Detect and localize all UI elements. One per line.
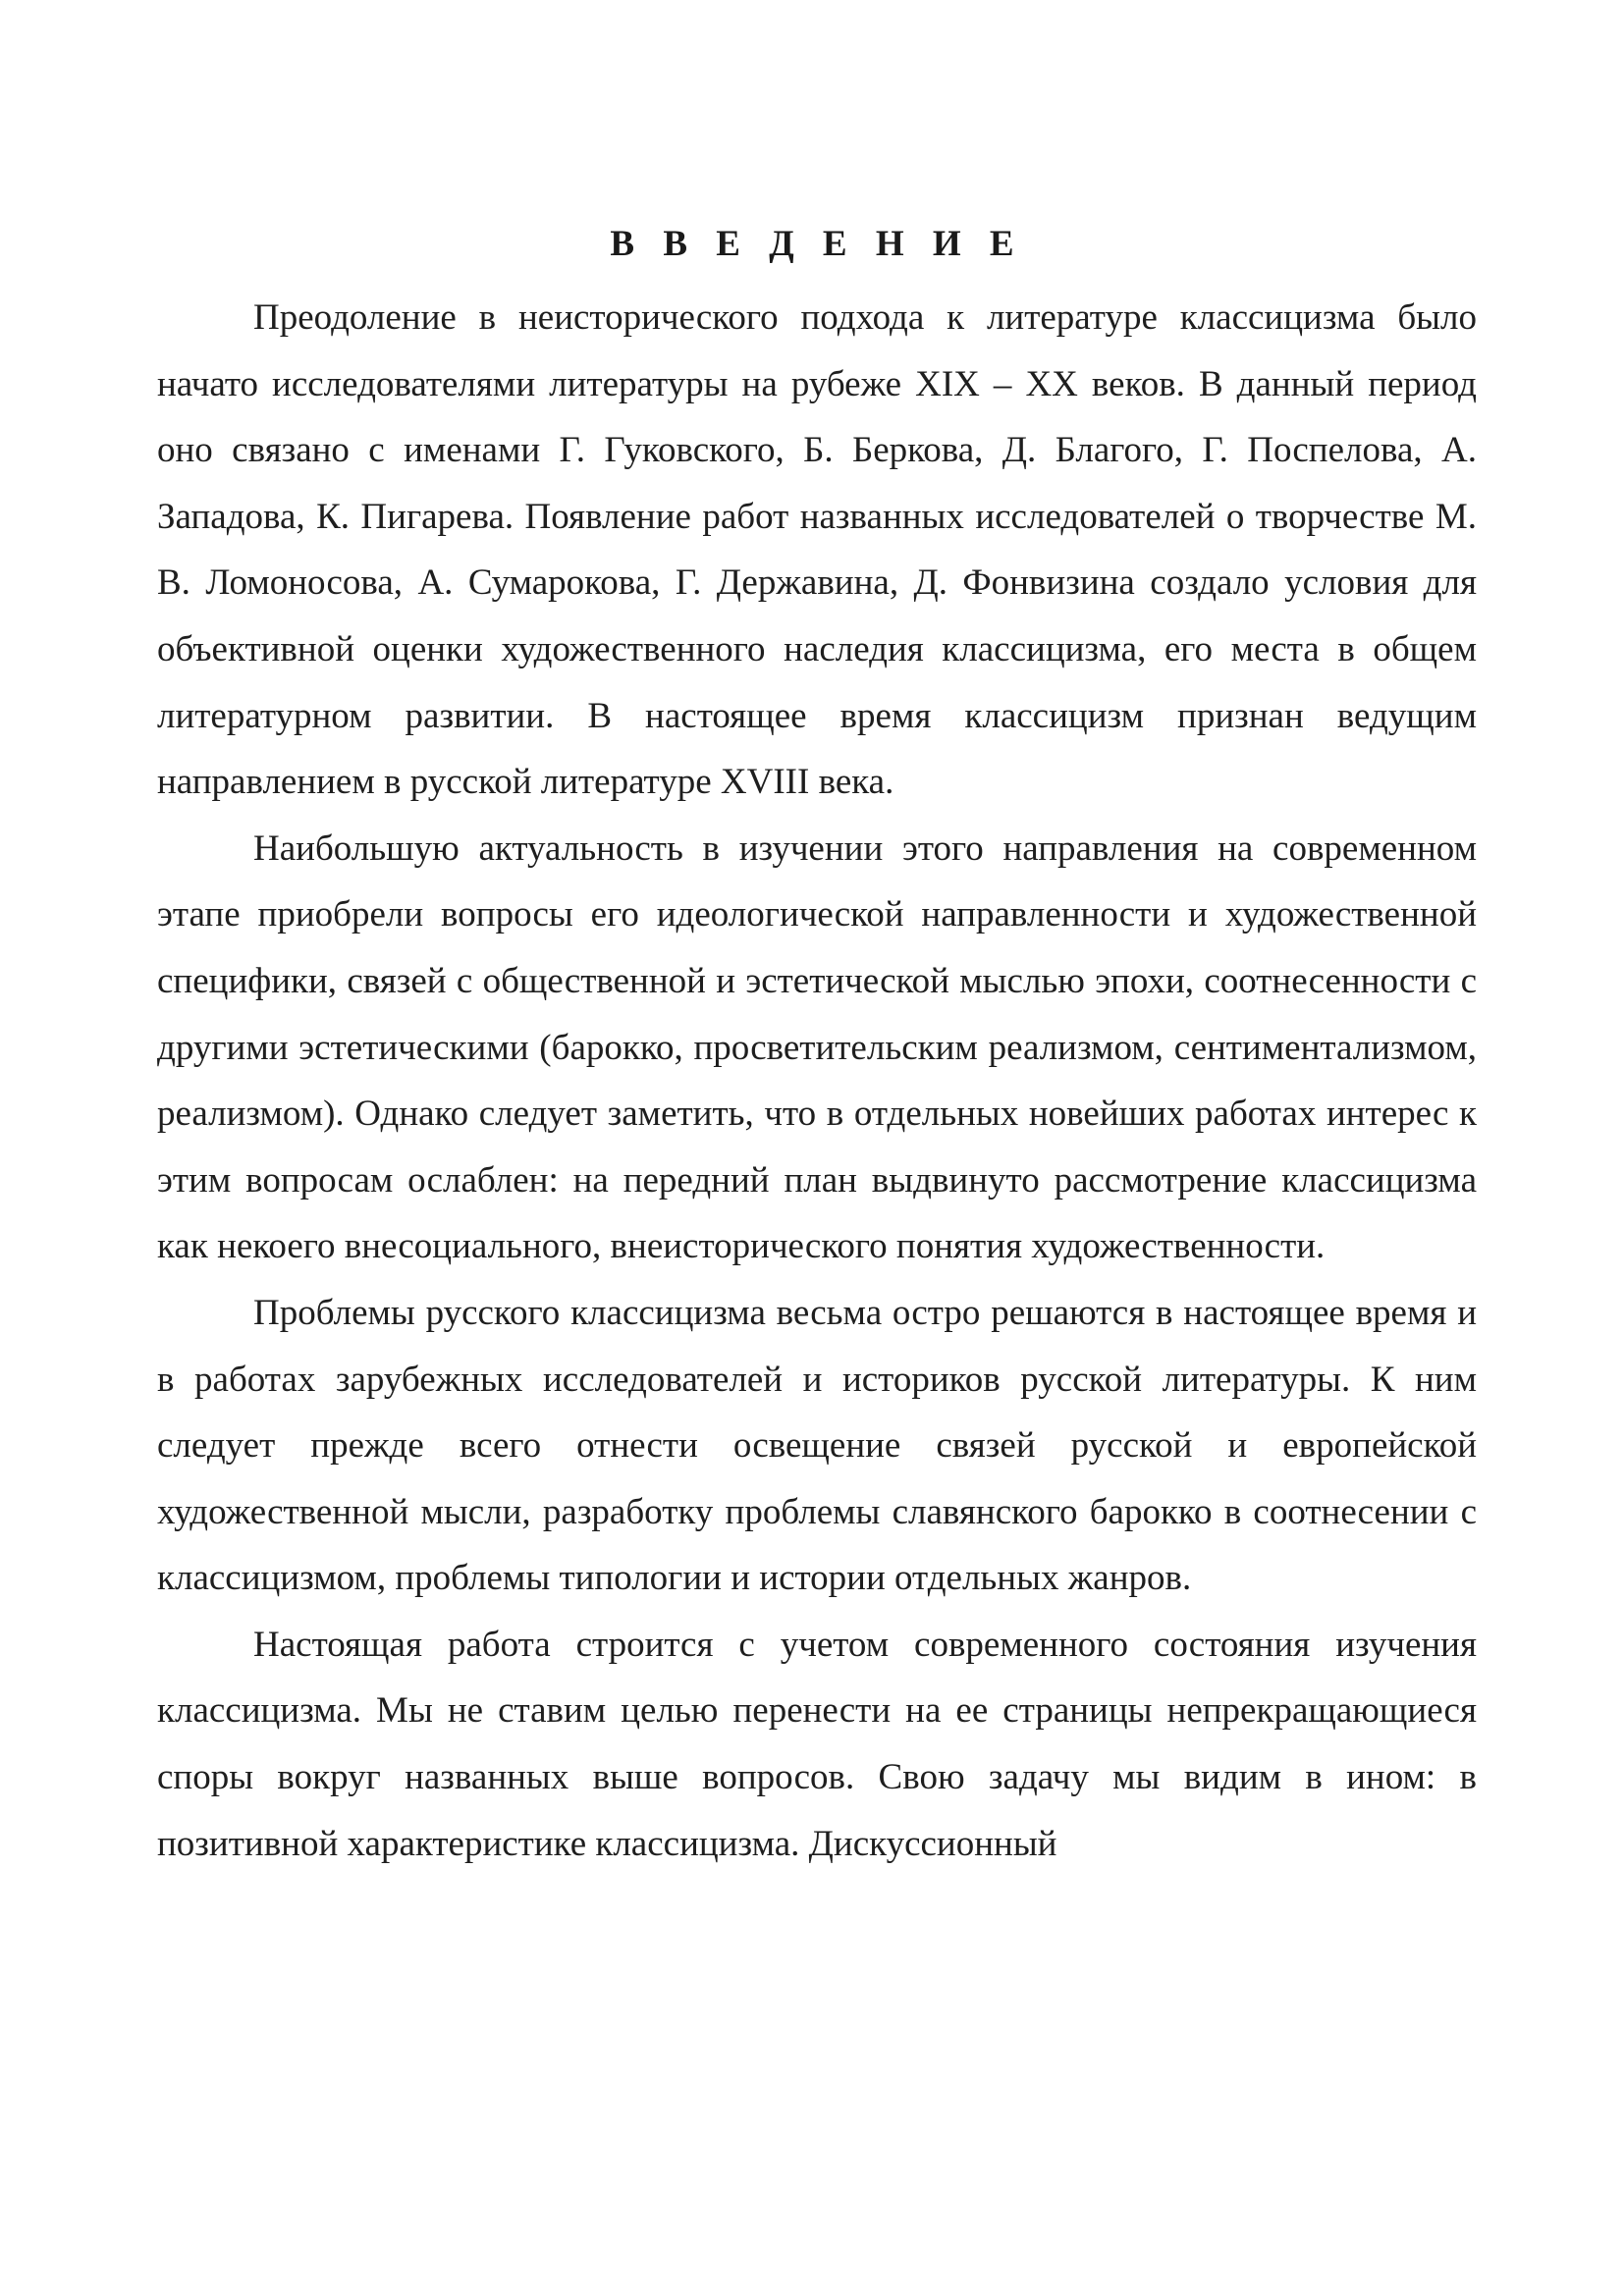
- paragraph: Наибольшую актуальность в изучении этого направления на современном этапе приобрели вопросы его идеологической направленности и художественной специфики, связей с общественной и эстетической мыслью эпохи, соотнесенности с другими эстетическими (барокко, просветительским реализмом, сентиментализмом, реализмом). Однако следует заметить, что в отдельных новейших работах интерес к этим вопросам ослаблен: на передний план выдвинуто рассмотрение классицизма как некоего внесоциального, внеисторического понятия художественности.: [157, 828, 1477, 1267]
- paragraph: Проблемы русского классицизма весьма остро решаются в настоящее время и в работах зарубежных исследователей и историков русской литературы. К ним следует прежде всего отнести освещение связей русской и европейской художественной мысли, разработку проблемы славянского барокко в соотнесении с классицизмом, проблемы типологии и истории отдельных жанров.: [157, 1292, 1477, 1599]
- paragraph: Преодоление в неисторического подхода к литературе классицизма было начато исследователями литературы на рубеже XIX – XX веков. В данный период оно связано с именами Г. Гуковского, Б. Беркова, Д. Благого, Г. Поспелова, А. Западова, К. Пигарева. Появление работ названных исследователей о творчестве М. В. Ломоносова, А. Сумарокова, Г. Державина, Д. Фонвизина создало условия для объективной оценки художественного наследия классицизма, его места в общем литературном развитии. В настоящее время классицизм признан ведущим направлением в русской литературе XVIII века.: [157, 297, 1477, 803]
- section-title: В В Е Д Е Н И Е: [610, 224, 1024, 264]
- paragraph: Настоящая работа строится с учетом современного состояния изучения классицизма. Мы не ставим целью перенести на ее страницы непрекращающиеся споры вокруг названных выше вопросов. Свою задачу мы видим в ином: в позитивной характеристике классицизма. Дискуссионный: [157, 1624, 1477, 1864]
- document-body: [157, 285, 1477, 1877]
